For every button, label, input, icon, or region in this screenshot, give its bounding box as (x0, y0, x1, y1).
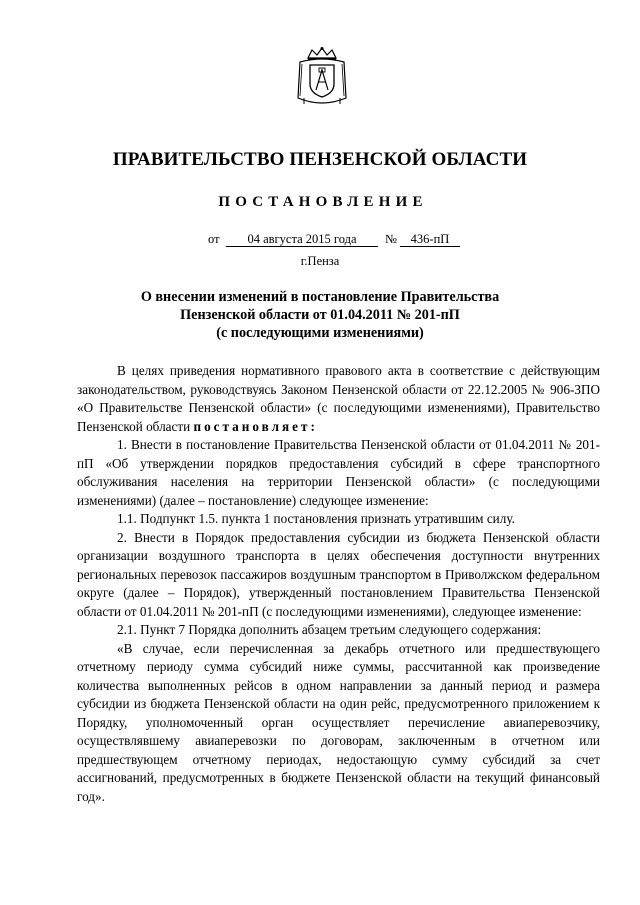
document-subject (100, 288, 540, 342)
coat-of-arms-icon (294, 46, 350, 108)
intro-paragraph (77, 362, 600, 436)
date-prefix: от (208, 232, 220, 246)
document-type: ПОСТАНОВЛЕНИЕ (218, 194, 428, 210)
paragraph-1-1: 1.1. Подпункт 1.5. пункта 1 постановления признать утратившим силу. (117, 511, 515, 526)
number-sign: № (385, 232, 397, 246)
date-number-line (0, 230, 640, 248)
subject-line-2: Пензенской области от 01.04.2011 № 201-пП (180, 307, 460, 323)
government-title: ПРАВИТЕЛЬСТВО ПЕНЗЕНСКОЙ ОБЛАСТИ (112, 149, 528, 170)
document-number: 436-пП (400, 232, 460, 247)
intro-text: В целях приведения нормативного правового акта в соответствие с действующим законодательством, руководствуясь Законом Пензенской области от 22.12.2005 № 906-ЗПО «О Правительстве Пензенской области» (с последующими изменениями), Правительство Пензенской области (77, 363, 600, 434)
subject-line-1: О внесении изменений в постановление Правительства (140, 289, 500, 305)
city: г.Пенза (300, 254, 340, 268)
paragraph-2-1: 2.1. Пункт 7 Порядка дополнить абзацем третьим следующего содержания: (117, 622, 542, 637)
subject-line-3: (с последующими изменениями) (216, 325, 424, 341)
document-date: 04 августа 2015 года (226, 232, 378, 247)
paragraph-1: 1. Внести в постановление Правительства Пензенской области от 01.04.2011 № 201-пП «Об утверждении порядков предоставления субсидий в сфере транспортного обслуживания населения на территории Пензенской области» (с последующими изменениями) (далее – постановление) следующее изменение: (77, 437, 600, 508)
quoted-paragraph: «В случае, если перечисленная за декабрь отчетного или предшествующего отчетному периоду сумма субсидий ниже суммы, рассчитанной как произведение количества выполненных рейсов в одном направлении за данный период и размера субсидии из бюджета Пензенской области на один рейс, предусмотренного приложением к Порядку, уполномоченный орган осуществляет перечисление авиаперевозчику, осуществлявшему авиаперевозки по договорам, заключенным в отчетном или предшествующем отчетному периодах, недостающую сумму субсидий за счет ассигнований, предусмотренных в бюджете Пензенской области на текущий финансовый год». (77, 640, 600, 804)
decides-word: постановляет: (193, 418, 318, 434)
paragraph-2: 2. Внести в Порядок предоставления субсидии из бюджета Пензенской области организации воздушного транспорта в целях обеспечения доступности внутренних региональных перевозок пассажиров воздушным транспортом в Приволжском федеральном округе (далее – Порядок), утвержденный постановлением Правительства Пензенской области от 01.04.2011 № 201-пП (с последующими изменениями), следующее изменение: (77, 529, 600, 619)
document-body (77, 362, 600, 806)
